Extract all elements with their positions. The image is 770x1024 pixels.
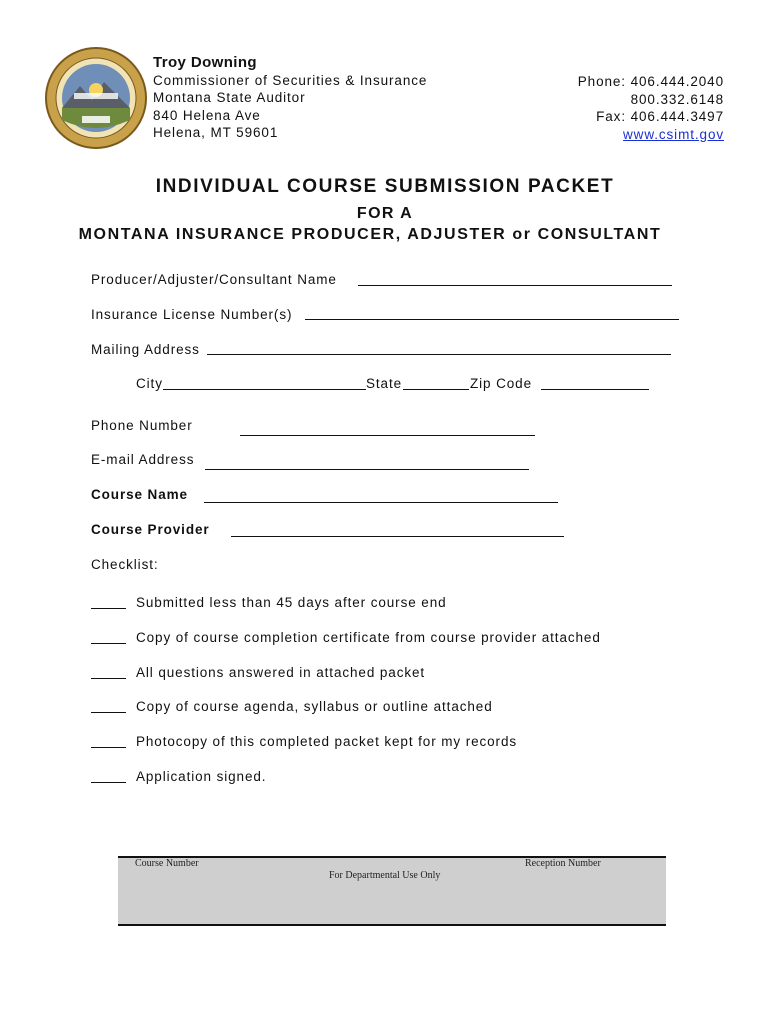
office-name: Montana State Auditor <box>153 90 306 105</box>
checklist-blank[interactable] <box>91 678 126 679</box>
checklist-item: Copy of course completion certificate from course provider attached <box>136 630 601 645</box>
checklist-item: Photocopy of this completed packet kept for my records <box>136 734 518 749</box>
email-field[interactable] <box>205 469 529 470</box>
state-field[interactable] <box>403 389 469 390</box>
zip-label: Zip Code <box>470 376 532 391</box>
reception-number-label: Reception Number <box>525 858 601 869</box>
website-link[interactable]: www.csimt.gov <box>623 126 724 142</box>
street-address: 840 Helena Ave <box>153 107 261 123</box>
email-label: E-mail Address <box>91 452 195 467</box>
departmental-use-box <box>118 856 666 926</box>
mailing-label: Mailing Address <box>91 342 200 357</box>
departmental-use-note: For Departmental Use Only <box>329 870 441 881</box>
city-label: City <box>136 376 163 391</box>
state-label: State <box>366 376 403 391</box>
checklist-label: Checklist: <box>91 557 159 572</box>
course-name-label: Course Name <box>91 487 188 502</box>
contact-block <box>578 73 724 143</box>
page-title: INDIVIDUAL COURSE SUBMISSION PACKET <box>155 176 615 197</box>
zip-field[interactable] <box>541 389 649 390</box>
city-address: Helena, MT 59601 <box>153 125 279 140</box>
checklist-blank[interactable] <box>91 643 126 644</box>
license-label: Insurance License Number(s) <box>91 307 293 322</box>
course-name-field[interactable] <box>204 502 558 503</box>
header-block <box>153 54 427 142</box>
city-field[interactable] <box>163 389 366 390</box>
phone-secondary: 800.332.6148 <box>630 91 724 107</box>
license-field[interactable] <box>305 319 679 320</box>
checklist-item: All questions answered in attached packet <box>136 665 426 680</box>
commissioner-name: Troy Downing <box>153 54 257 71</box>
checklist-item: Copy of course agenda, syllabus or outline attached <box>136 699 493 714</box>
checklist-item: Application signed. <box>136 769 267 784</box>
fax-number: Fax: 406.444.3497 <box>596 109 724 124</box>
state-auditor-seal <box>44 46 148 150</box>
course-number-label: Course Number <box>135 858 199 869</box>
checklist-blank[interactable] <box>91 712 126 713</box>
page-subtitle-2: MONTANA INSURANCE PRODUCER, ADJUSTER or CONSULTANT <box>78 226 662 243</box>
mailing-field[interactable] <box>207 354 671 355</box>
commissioner-title: Commissioner of Securities & Insurance <box>153 72 428 88</box>
phone-primary: Phone: 406.444.2040 <box>577 74 724 89</box>
checklist-blank[interactable] <box>91 782 126 783</box>
phone-label: Phone Number <box>91 418 193 433</box>
page-subtitle: FOR A <box>356 205 414 222</box>
phone-field[interactable] <box>240 435 535 436</box>
name-field[interactable] <box>358 285 672 286</box>
checklist-blank[interactable] <box>91 608 126 609</box>
checklist-item: Submitted less than 45 days after course end <box>136 595 447 610</box>
course-provider-field[interactable] <box>231 536 564 537</box>
name-label: Producer/Adjuster/Consultant Name <box>91 272 337 287</box>
course-provider-label: Course Provider <box>91 522 210 537</box>
checklist-blank[interactable] <box>91 747 126 748</box>
